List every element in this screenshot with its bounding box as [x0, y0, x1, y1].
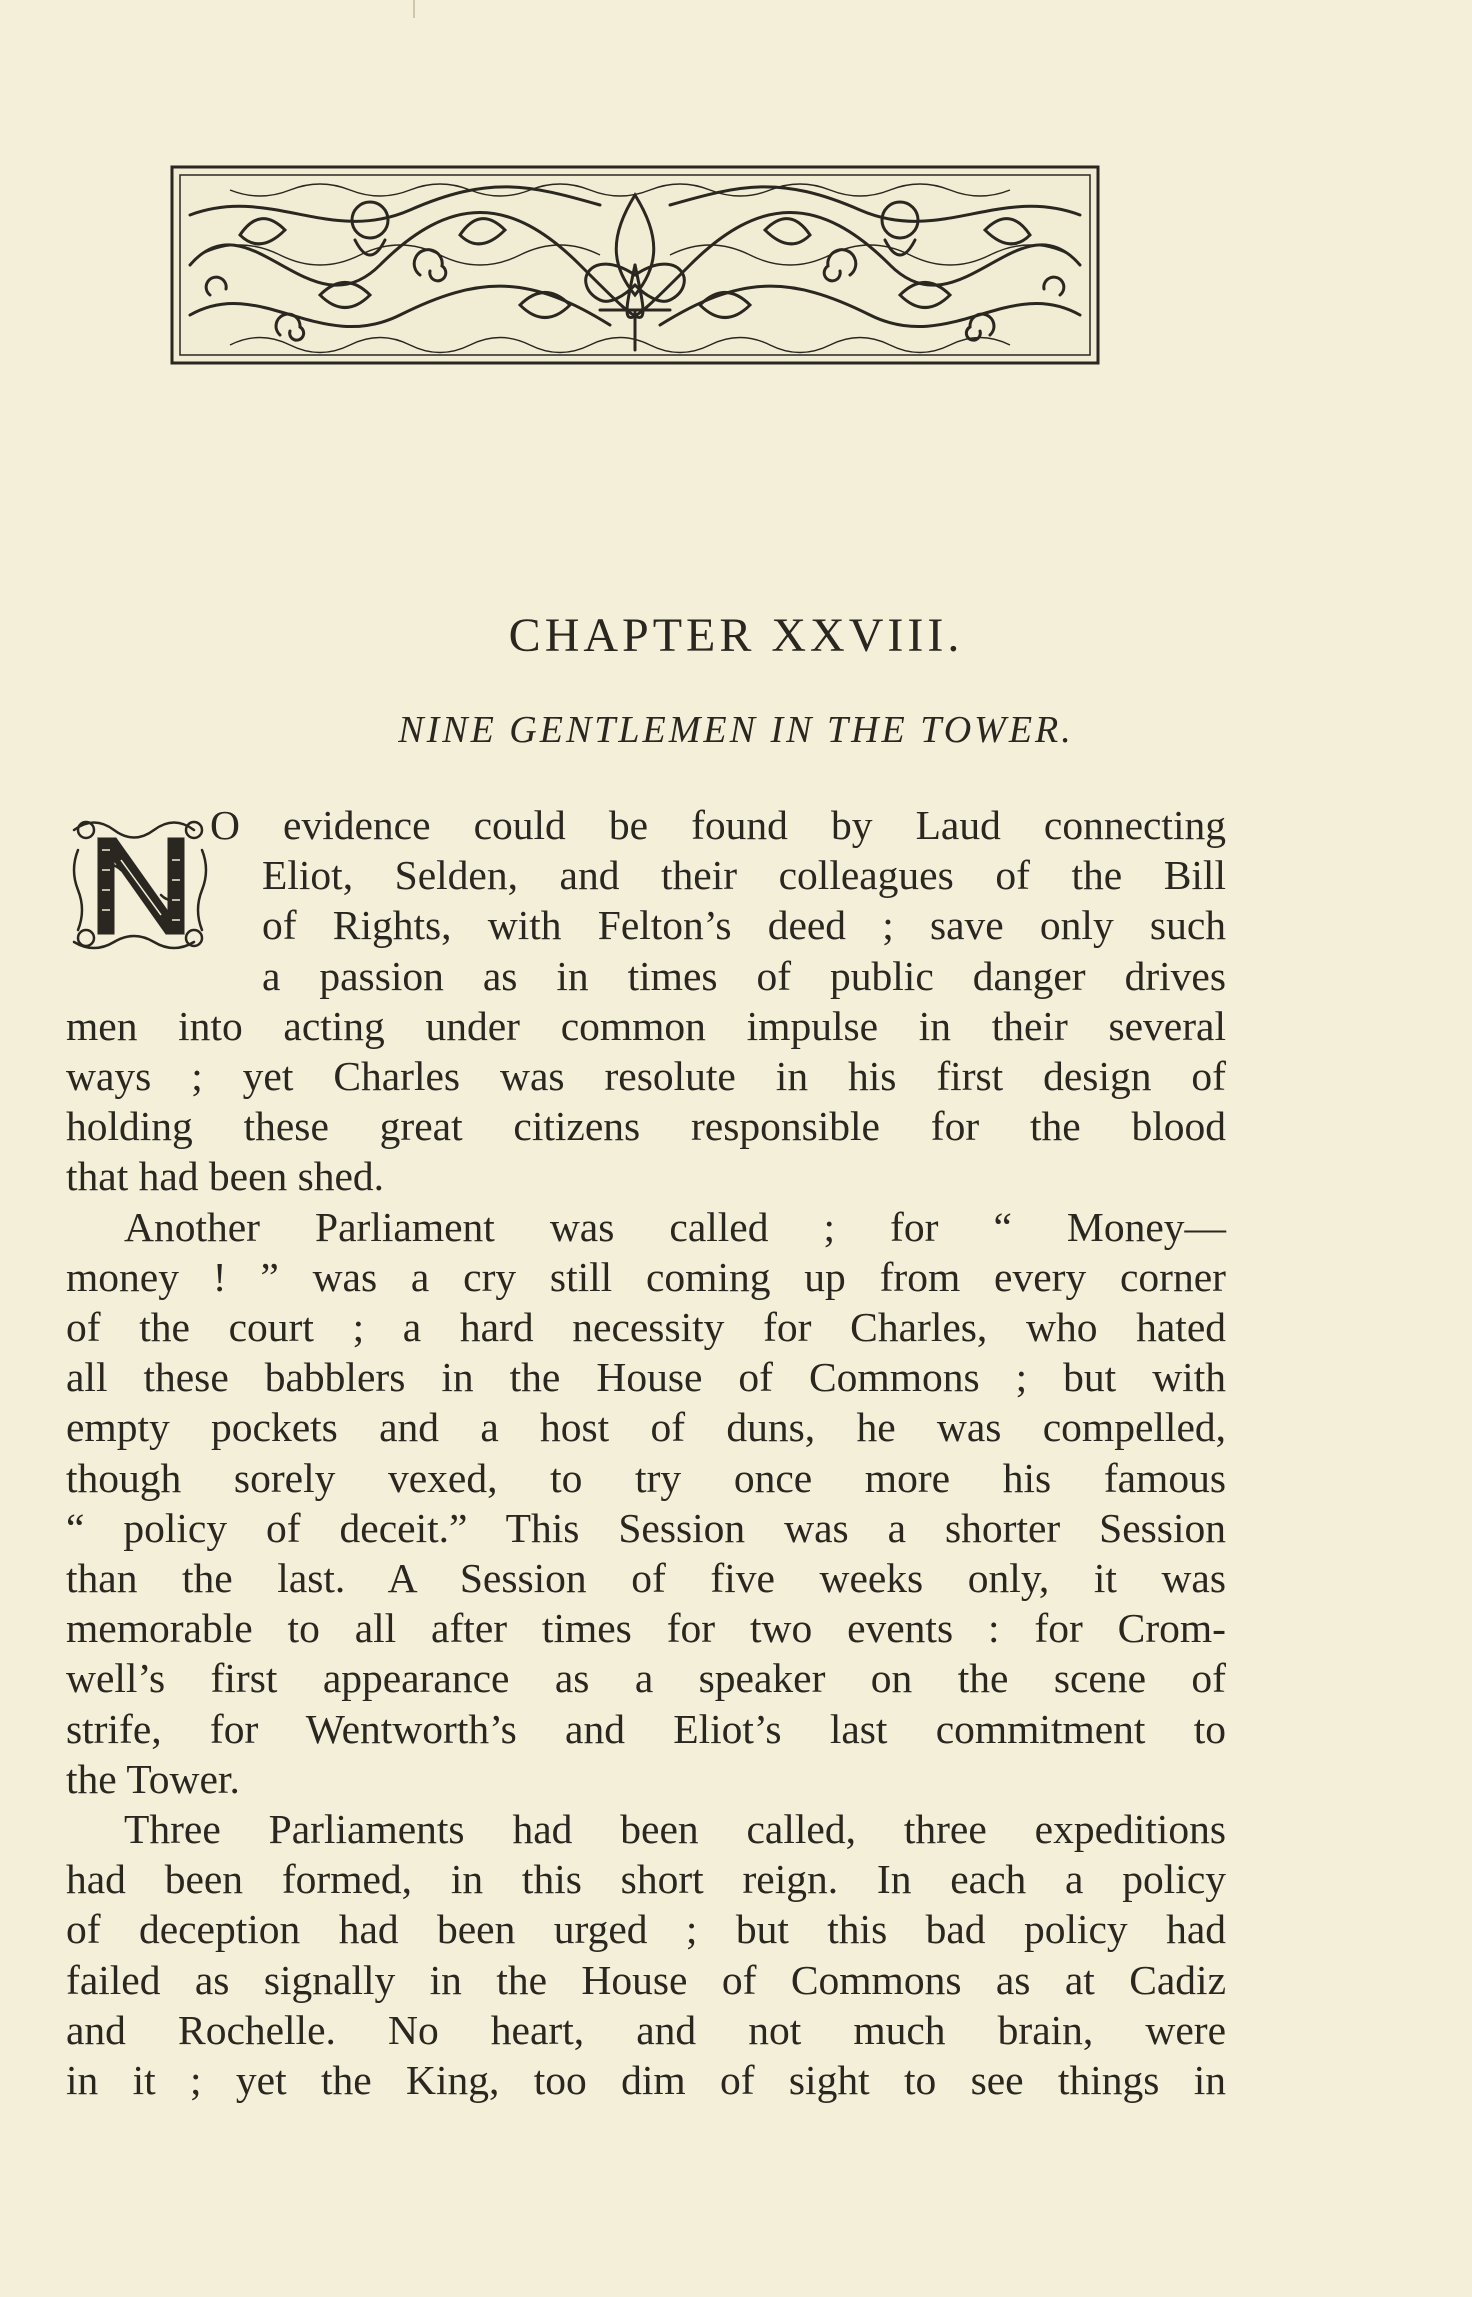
body-text	[66, 800, 1226, 2105]
text-line: of the court ; a hard necessity for Charles, who hated	[66, 1304, 1226, 1351]
text-line: failed as signally in the House of Commons as at Cadiz	[66, 1956, 1226, 2003]
ornamental-headpiece-icon	[170, 165, 1100, 365]
text-line: though sorely vexed, to try once more his famous	[66, 1454, 1226, 1501]
text-line: a passion as in times of public danger drives	[262, 952, 1226, 999]
text-line: Eliot, Selden, and their colleagues of the Bill	[262, 852, 1226, 899]
text-line: men into acting under common impulse in their several	[66, 1002, 1226, 1049]
text-line: the Tower.	[66, 1755, 240, 1802]
text-line: of deception had been urged ; but this bad policy had	[66, 1906, 1226, 1953]
chapter-title: CHAPTER XXVIII.	[508, 609, 964, 662]
text-line: O evidence could be found by Laud connecting	[210, 802, 1226, 848]
text-line: all these babblers in the House of Commons ; but with	[66, 1354, 1226, 1401]
text-line: ways ; yet Charles was resolute in his first design of	[66, 1053, 1226, 1100]
margin-mark	[413, 0, 415, 18]
text-line: holding these great citizens responsible for the blood	[66, 1103, 1226, 1150]
chapter-subtitle: NINE GENTLEMEN IN THE TOWER.	[398, 709, 1074, 751]
text-line: than the last. A Session of five weeks only, it was	[66, 1555, 1226, 1602]
text-line: had been formed, in this short reign. In each a policy	[66, 1856, 1226, 1903]
text-line: memorable to all after times for two events : for Crom-	[66, 1605, 1226, 1652]
text-line: of Rights, with Felton’s deed ; save only such	[262, 902, 1226, 949]
text-line: Three Parliaments had been called, three expeditions	[124, 1806, 1226, 1853]
text-line: in it ; yet the King, too dim of sight to see things in	[66, 2057, 1226, 2104]
text-line: Another Parliament was called ; for “ Money—	[124, 1203, 1226, 1250]
text-line: “ policy of deceit.” This Session was a shorter Session	[66, 1504, 1226, 1551]
text-line: and Rochelle. No heart, and not much brain, were	[66, 2006, 1226, 2053]
text-line: that had been shed.	[66, 1153, 385, 1200]
text-line: money ! ” was a cry still coming up from every corner	[66, 1253, 1226, 1300]
text-line: strife, for Wentworth’s and Eliot’s last commitment to	[66, 1705, 1226, 1752]
text-line: well’s first appearance as a speaker on the scene of	[66, 1655, 1226, 1702]
text-line: empty pockets and a host of duns, he was compelled,	[66, 1404, 1226, 1451]
